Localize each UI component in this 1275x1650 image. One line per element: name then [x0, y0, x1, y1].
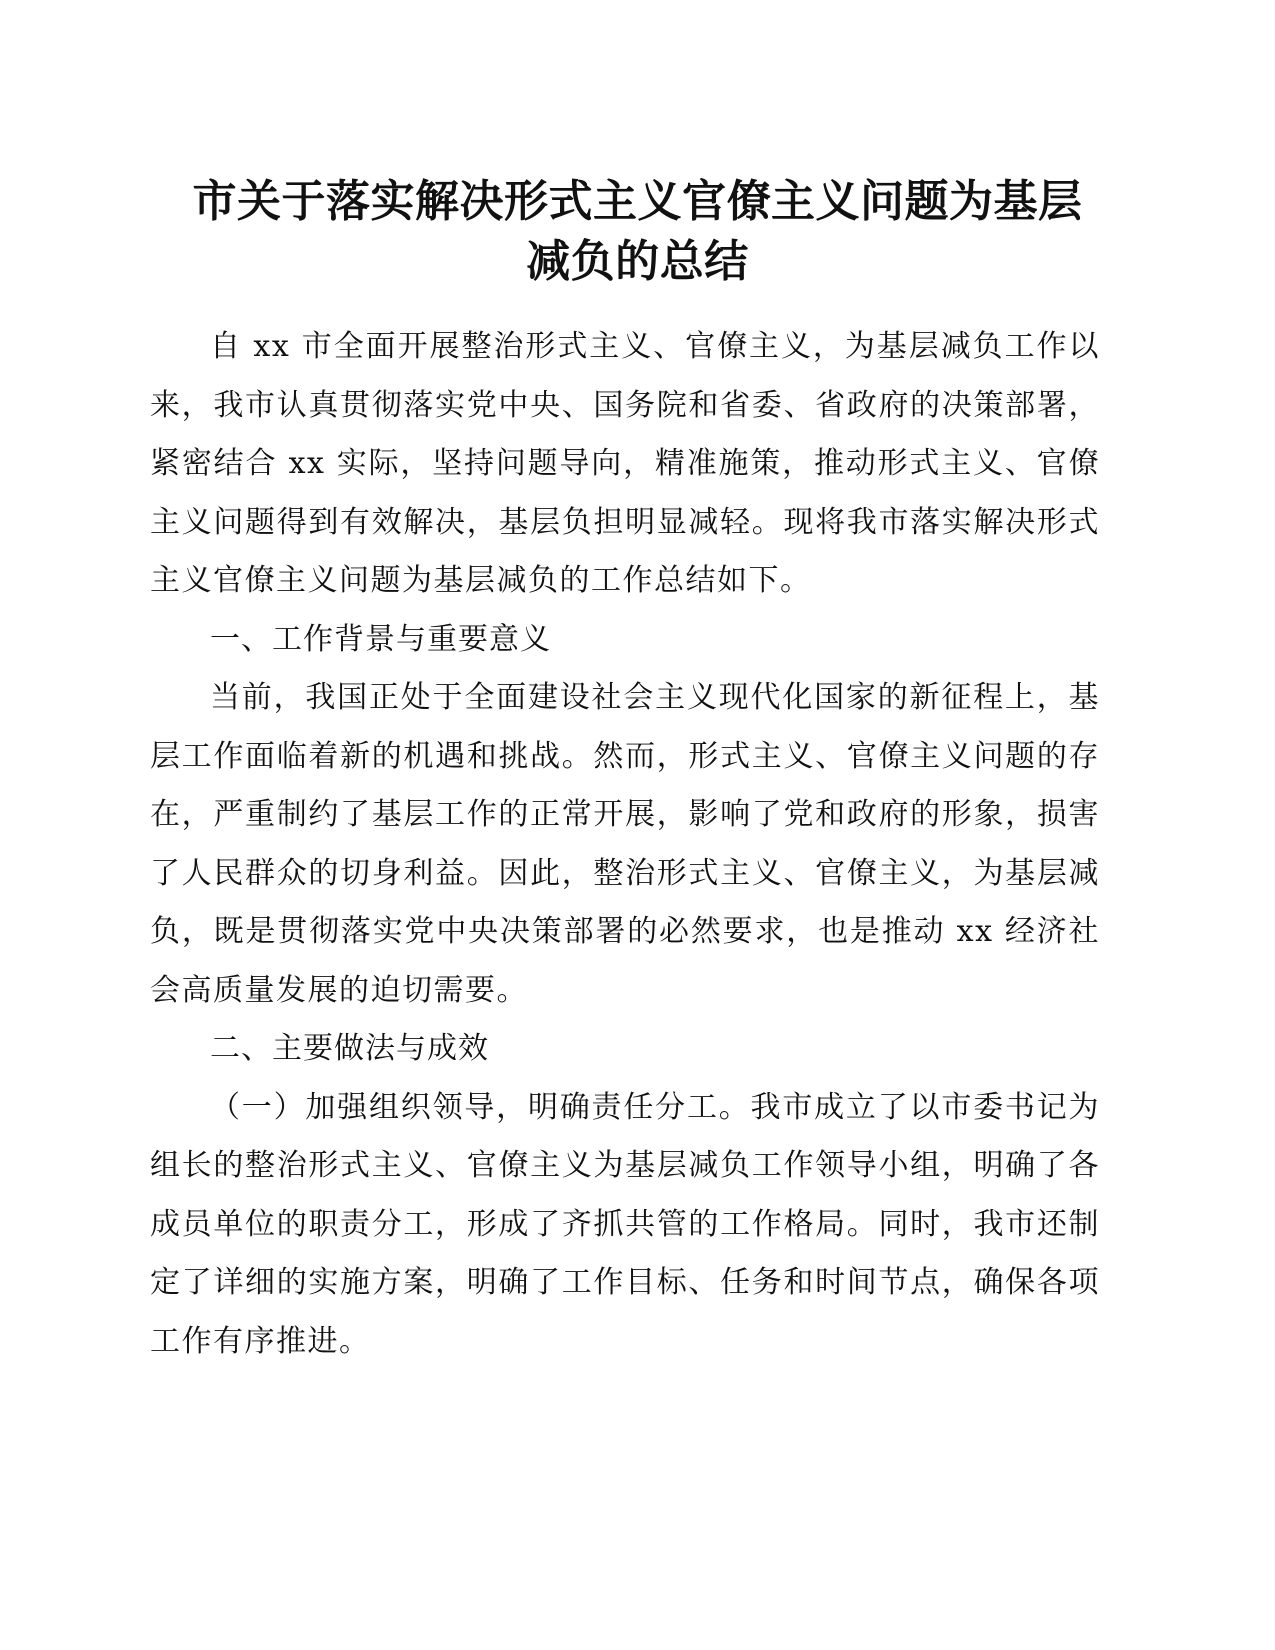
- section-heading-2: 二、主要做法与成效: [210, 1031, 489, 1066]
- intro-paragraph: 自 xx 市全面开展整治形式主义、官僚主义，为基层减负工作以来，我市认真贯彻落实党中央、国务院和省委、省政府的决策部署，紧密结合 xx 实际，坚持问题导向，精准施策，推动形式主义、官僚主义问题得到有效解决，基层负担明显减轻。现将我市落实解决形式主义官僚主义问题为基层减负的工作总结如下。: [150, 329, 1100, 598]
- section-2-subsection-1-paragraph: [150, 1079, 1100, 1372]
- document-title: [150, 172, 1125, 292]
- section-1-paragraph: 当前，我国正处于全面建设社会主义现代化国家的新征程上，基层工作面临着新的机遇和挑战。然而，形式主义、官僚主义问题的存在，严重制约了基层工作的正常开展，影响了党和政府的形象，损害了人民群众的切身利益。因此，整治形式主义、官僚主义，为基层减负，既是贯彻落实党中央决策部署的必然要求，也是推动 xx 经济社会高质量发展的迫切需要。: [150, 680, 1100, 1008]
- subsection-1-lead: （一）加强组织领导，明确责任分工。: [210, 1089, 751, 1125]
- title-line-1: 市关于落实解决形式主义官僚主义问题为基层: [192, 176, 1083, 227]
- subsection-1-text: 我市成立了以市委书记为组长的整治形式主义、官僚主义为基层减负工作领导小组，明确了各成员单位的职责分工，形成了齐抓共管的工作格局。同时，我市还制定了详细的实施方案，明确了工作目标、任务和时间节点，确保各项工作有序推进。: [150, 1089, 1101, 1359]
- section-heading-1: 一、工作背景与重要意义: [210, 621, 551, 657]
- document-body: [150, 318, 1100, 1371]
- title-line-2: 减负的总结: [526, 236, 749, 287]
